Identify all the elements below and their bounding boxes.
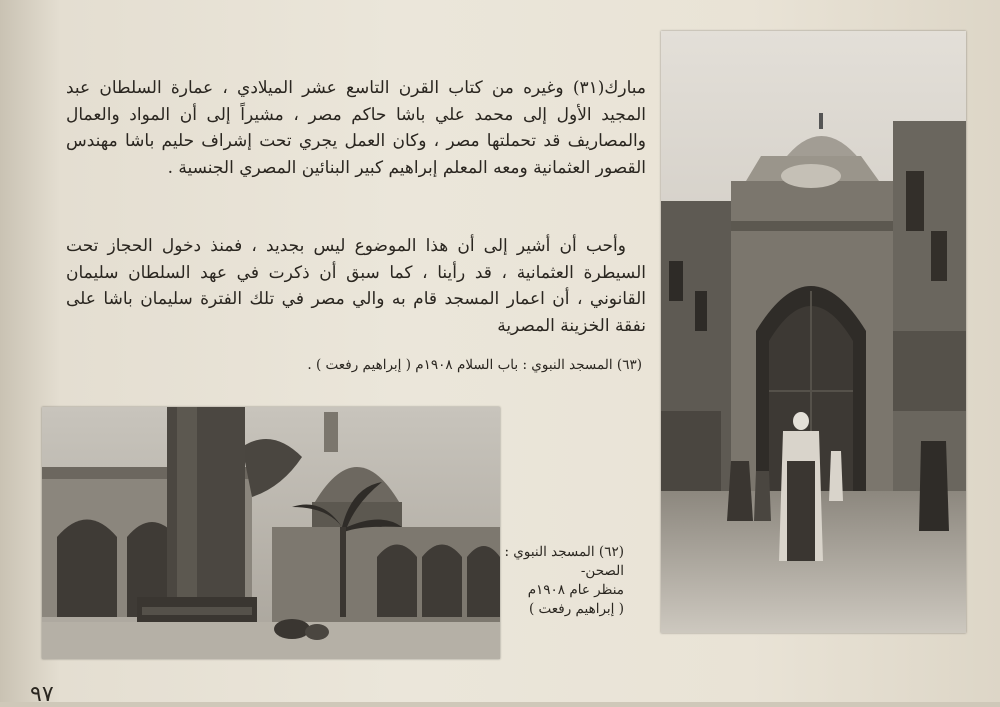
- gate-photo-drawing: [661, 31, 966, 633]
- page-number: ٩٧: [30, 682, 54, 707]
- caption-62-line-1: (٦٢) المسجد النبوي :: [504, 544, 624, 560]
- caption-62-line-2: الصحن-: [580, 563, 624, 579]
- courtyard-photo-drawing: [42, 407, 500, 659]
- caption-62-line-4: ( إبراهيم رفعت ): [528, 601, 624, 617]
- paragraph-2: وأحب أن أشير إلى أن هذا الموضوع ليس بجديد ، فمنذ دخول الحجاز تحت السيطرة العثمانية ، قد رأينا ، كما سبق أن ذكرت في عهد السلطان سليمان القانوني ، أن اعمار المسجد قام به والي مصر في تلك الفترة سليمان باشا على نفقة الخزينة المصرية: [66, 236, 646, 336]
- paragraph-1: مبارك(٣١) وغيره من كتاب القرن التاسع عشر الميلادي ، عمارة السلطان عبد المجيد الأول إلى محمد علي باشا حاكم مصر ، مشيراً إلى أن المواد والعمال والمصاريف قد تحملتها مصر ، وكان العمل يجري تحت إشراف حليم باشا مهندس القصور العثمانية ومعه المعلم إبراهيم كبير البنائين المصري الجنسية .: [66, 78, 646, 178]
- caption-figure-63: (٦٣) المسجد النبوي : باب السلام ١٩٠٨م ( إبراهيم رفعت ) .: [307, 357, 642, 373]
- caption-figure-62: [500, 543, 624, 619]
- photo-bab-al-salam: [661, 31, 966, 633]
- caption-62-line-3: منظر عام ١٩٠٨م: [527, 582, 624, 598]
- photo-mosque-courtyard: [42, 407, 500, 659]
